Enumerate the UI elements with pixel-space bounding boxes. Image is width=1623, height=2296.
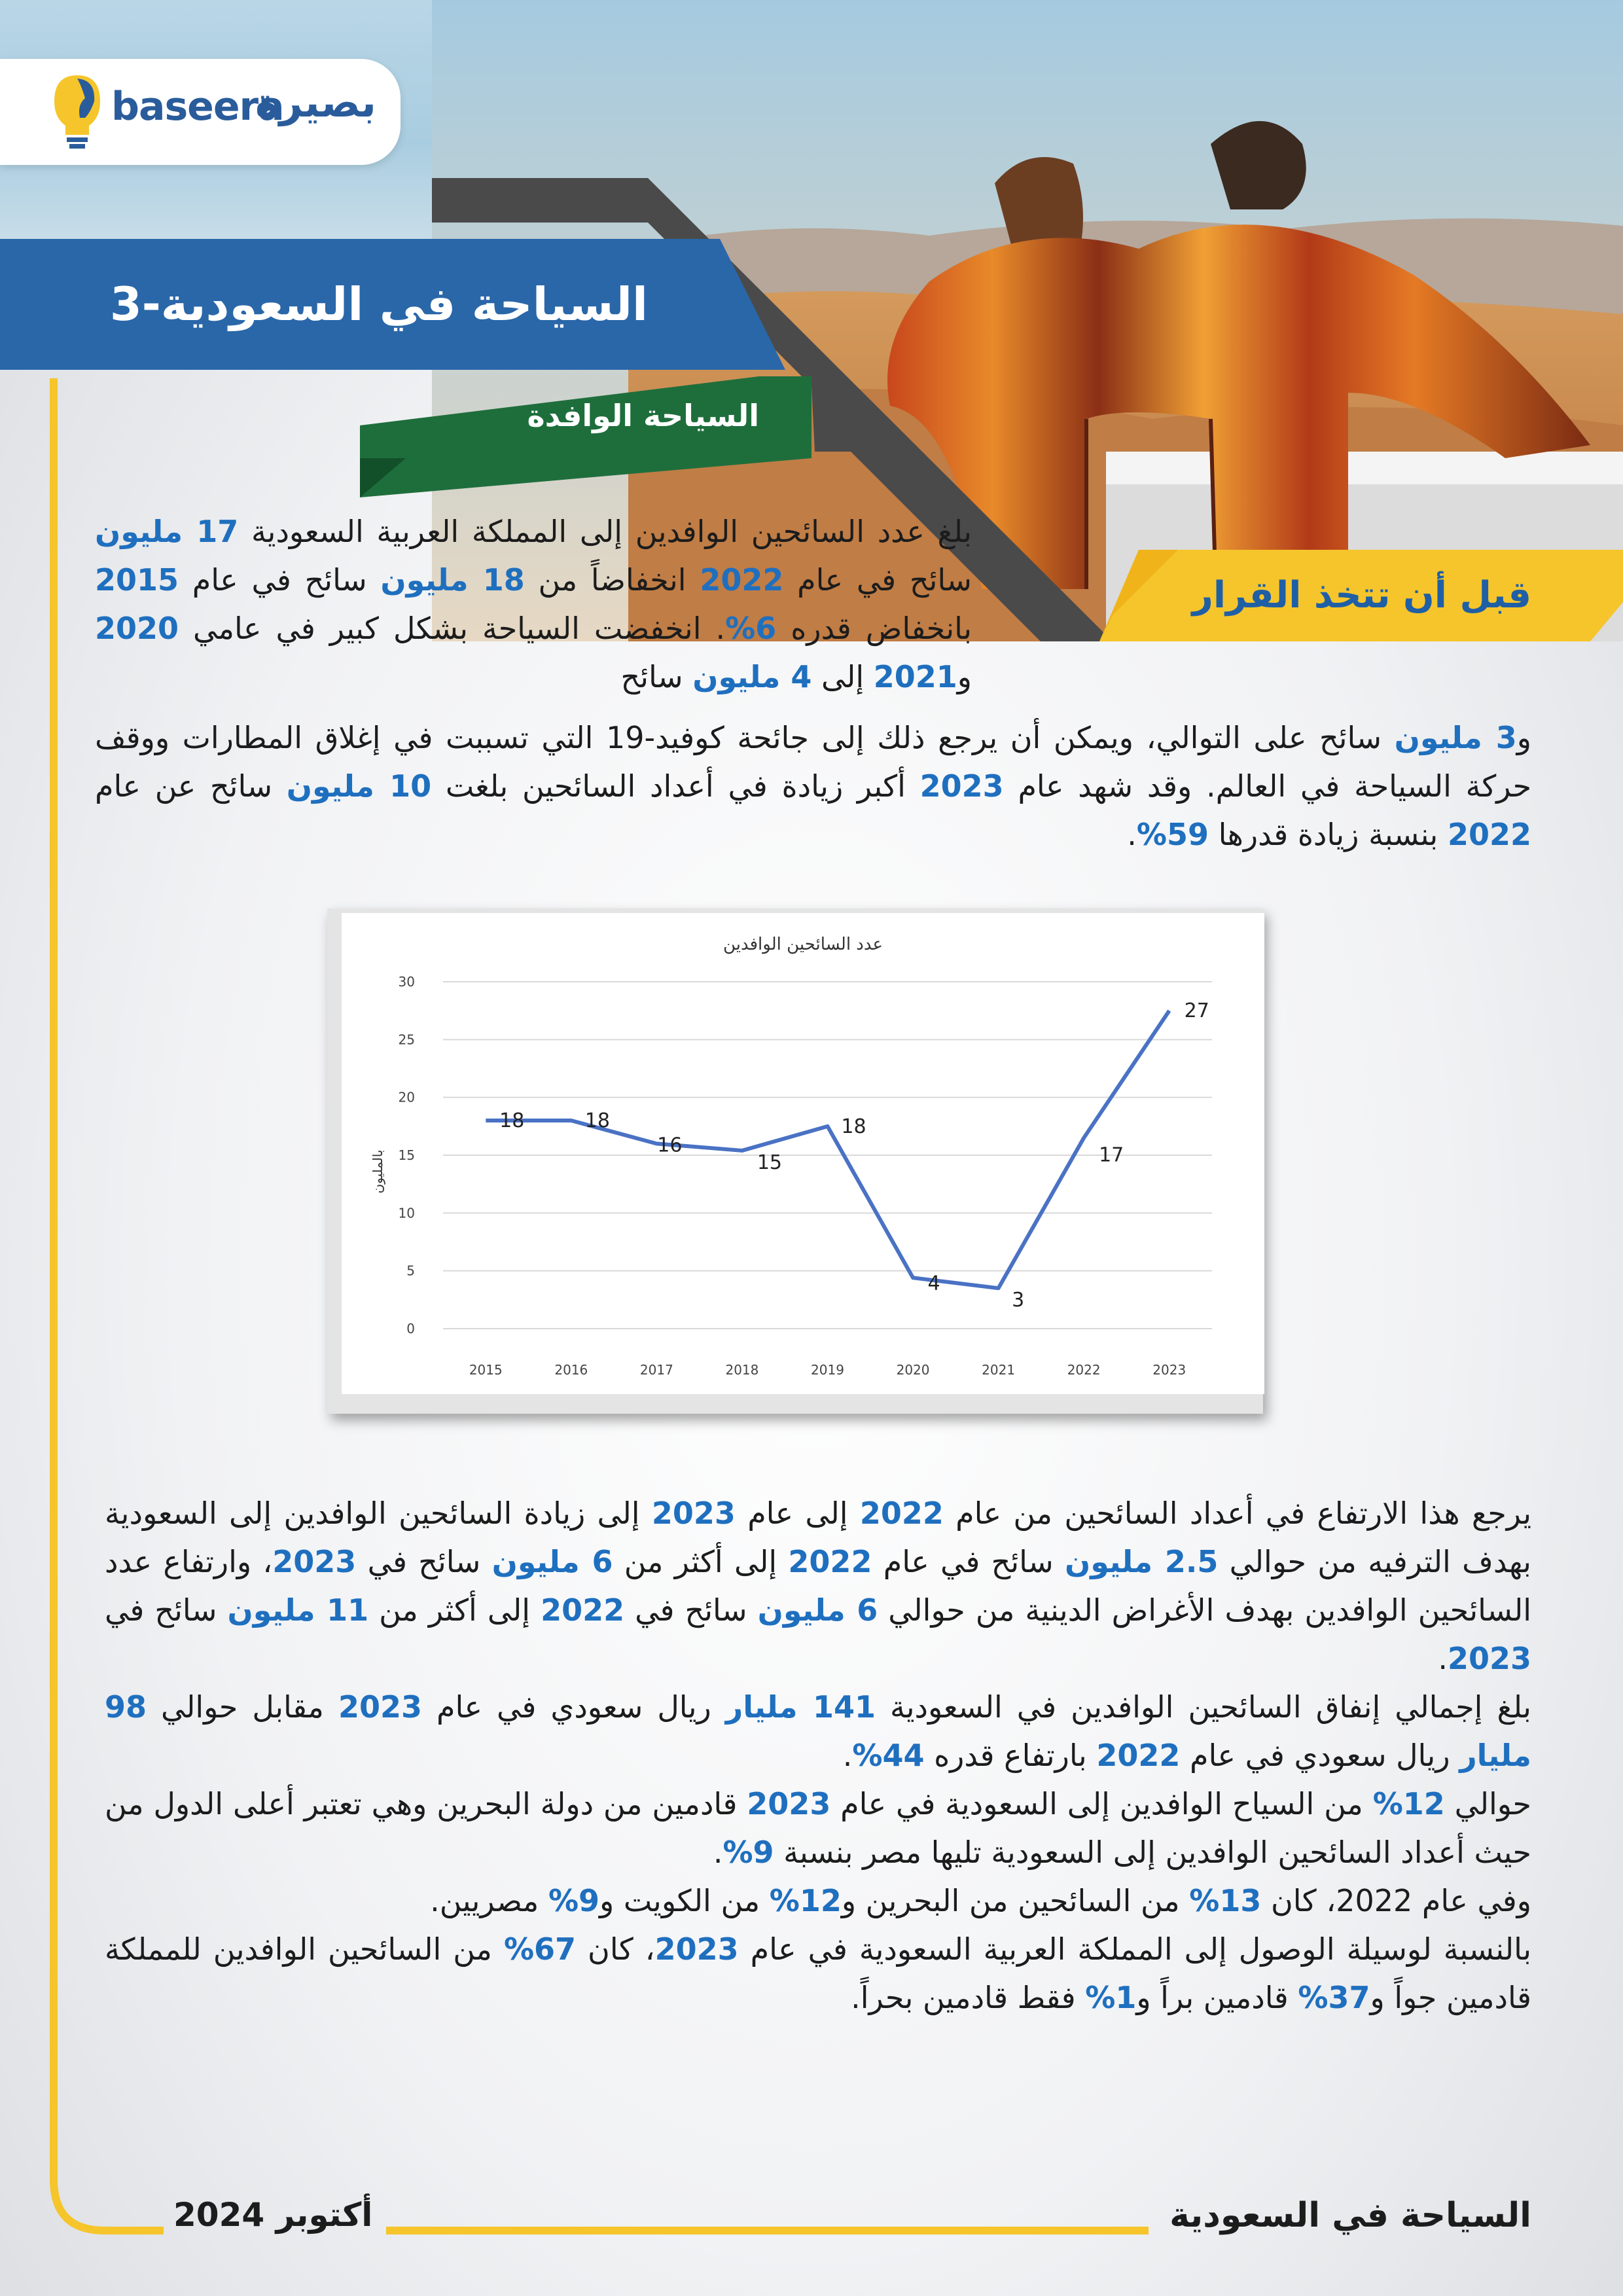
highlighted-value: 13% xyxy=(1189,1883,1262,1918)
x-tick-label: 2016 xyxy=(554,1362,588,1378)
paragraph-text: ريال سعودي في عام xyxy=(1180,1738,1460,1773)
paragraph-text: ريال سعودي في عام xyxy=(422,1689,726,1725)
paragraph-text: و xyxy=(1516,720,1532,755)
highlighted-value: 10 مليون xyxy=(286,768,432,804)
highlighted-value: 6% xyxy=(725,611,777,646)
highlighted-value: 98 مليار xyxy=(105,1689,1531,1773)
intro-paragraph-continued xyxy=(95,713,1531,859)
highlighted-value: 2023 xyxy=(651,1496,736,1531)
paragraph-text: سائح في xyxy=(624,1592,758,1628)
intro-paragraph xyxy=(95,507,972,701)
paragraph-text: فقط قادمين بحراً. xyxy=(851,1980,1086,2015)
body-paragraph xyxy=(105,1683,1531,1780)
paragraph-text: . xyxy=(1127,817,1137,852)
highlighted-value: 2022 xyxy=(541,1592,625,1628)
highlighted-value: 2023 xyxy=(654,1931,739,1967)
paragraph-text: من السائحين الوافدين للمملكة قادمين جواً و xyxy=(105,1931,1531,2015)
highlighted-value: 2.5 مليون xyxy=(1065,1544,1219,1579)
paragraph-text: سائح على التوالي، ويمكن أن يرجع ذلك إلى جائحة كوفيد-19 التي تسببت في إغلاق المطارات ووقف حركة السياحة في العالم. وقد شهد عام xyxy=(95,720,1532,804)
highlighted-value: 4 مليون xyxy=(692,659,812,694)
paragraph-text: يرجع هذا الارتفاع في أعداد السائحين من عام xyxy=(943,1496,1531,1531)
paragraph-text: سائح في xyxy=(356,1544,492,1579)
paragraph-text: إلى عام xyxy=(735,1496,860,1531)
highlighted-value: 2022 xyxy=(788,1544,872,1579)
paragraph-text: بانخفاض قدره xyxy=(776,611,972,646)
highlighted-value: 2023 xyxy=(272,1544,357,1579)
paragraph-text: . xyxy=(842,1738,853,1773)
x-tick-label: 2020 xyxy=(896,1362,930,1378)
paragraph-text: سائح xyxy=(620,659,693,694)
highlighted-value: 37% xyxy=(1298,1980,1370,2015)
chart-y-axis-label: بالمليون xyxy=(370,1149,385,1194)
highlighted-value: 17 مليون xyxy=(95,514,239,549)
y-tick-label: 0 xyxy=(406,1321,415,1336)
data-label: 16 xyxy=(657,1134,683,1157)
paragraph-text: مقابل حوالي xyxy=(147,1689,338,1725)
paragraph-text: سائح عن عام xyxy=(95,768,287,804)
body-paragraph xyxy=(105,1925,1531,2022)
paragraph-text: وفي عام 2022، كان xyxy=(1261,1883,1531,1918)
data-label: 15 xyxy=(757,1151,783,1174)
highlighted-value: 9% xyxy=(722,1835,774,1870)
section-subtitle: السياحة الوافدة xyxy=(527,398,759,433)
paragraph-text: قادمين براً و xyxy=(1136,1980,1298,2015)
body-paragraphs xyxy=(105,1489,1531,2022)
highlighted-value: 2021 xyxy=(873,659,957,694)
x-tick-label: 2023 xyxy=(1152,1362,1186,1378)
logo-text-en: baseera xyxy=(111,84,284,130)
data-label: 3 xyxy=(1012,1289,1025,1312)
highlighted-value: 2022 xyxy=(1096,1738,1181,1773)
highlighted-value: 44% xyxy=(852,1738,925,1773)
page-title: 3-السياحة في السعودية xyxy=(110,278,648,331)
y-tick-label: 5 xyxy=(406,1263,415,1279)
x-tick-label: 2019 xyxy=(811,1362,844,1378)
paragraph-text: . xyxy=(713,1835,723,1870)
paragraph-text: بلغ إجمالي إنفاق السائحين الوافدين في السعودية xyxy=(876,1689,1531,1725)
chart-title: عدد السائحين الوافدين xyxy=(722,935,883,954)
highlighted-value: 6 مليون xyxy=(757,1592,878,1628)
paragraph-text: سائح في xyxy=(105,1592,228,1628)
chart-grid xyxy=(443,982,1212,1329)
paragraph-text: حوالي xyxy=(1444,1786,1531,1821)
chart-series-line xyxy=(486,1011,1169,1288)
paragraph-text: من الكويت و xyxy=(599,1883,770,1918)
y-tick-label: 20 xyxy=(398,1089,415,1105)
paragraph-text: . انخفضت السياحة بشكل كبير في عامي xyxy=(179,611,726,646)
paragraph-text: سائح في عام xyxy=(783,562,972,598)
highlighted-value: 67% xyxy=(503,1931,577,1967)
highlighted-value: 2022 xyxy=(700,562,784,598)
highlighted-value: 2022 xyxy=(859,1496,944,1531)
paragraph-text: و xyxy=(957,659,972,694)
paragraph-text: بنسبة زيادة قدرها xyxy=(1208,817,1448,852)
data-label: 4 xyxy=(927,1272,940,1295)
paragraph-text: أكبر زيادة في أعداد السائحين بلغت xyxy=(431,768,920,804)
x-tick-label: 2015 xyxy=(469,1362,503,1378)
body-paragraph xyxy=(105,1489,1531,1683)
y-tick-label: 15 xyxy=(398,1147,415,1163)
paragraph-text: إلى زيادة السائحين الوافدين إلى السعودية بهدف الترفيه من حوالي xyxy=(105,1496,1531,1579)
highlighted-value: 6 مليون xyxy=(491,1544,613,1579)
paragraph-text: سائح في عام xyxy=(179,562,381,598)
paragraph-text: بلغ عدد السائحين الوافدين إلى المملكة العربية السعودية xyxy=(238,514,972,549)
x-tick-label: 2018 xyxy=(725,1362,759,1378)
paragraph-text: مصريين. xyxy=(430,1883,548,1918)
highlighted-value: 18 مليون xyxy=(380,562,525,598)
y-tick-label: 25 xyxy=(398,1031,415,1048)
data-label: 18 xyxy=(841,1115,866,1138)
paragraph-text: إلى أكثر من xyxy=(368,1592,541,1628)
highlighted-value: 2023 xyxy=(338,1689,422,1725)
paragraph-text: من السائحين من البحرين و xyxy=(841,1883,1190,1918)
highlighted-value: 12% xyxy=(1372,1786,1445,1821)
logo-text-ar: بصيرة xyxy=(255,79,376,126)
paragraph-text: إلى xyxy=(812,659,874,694)
paragraph-text: ، وارتفاع عدد السائحين الوافدين بهدف الأغراض الدينية من حوالي xyxy=(105,1544,1531,1628)
paragraph-text: . xyxy=(1438,1641,1448,1676)
highlighted-value: 141 مليار xyxy=(725,1689,876,1725)
y-tick-label: 30 xyxy=(398,974,415,990)
data-label: 17 xyxy=(1099,1143,1124,1167)
paragraph-text: من السياح الوافدين إلى السعودية في عام xyxy=(830,1786,1373,1821)
paragraph-text: سائح في عام xyxy=(872,1544,1065,1579)
chart-x-ticks xyxy=(469,1362,1186,1378)
highlighted-value: 12% xyxy=(769,1883,842,1918)
lightbulb-head-icon xyxy=(51,72,103,151)
paragraph-text: قادمين من دولة البحرين وهي تعتبر أعلى الدول من حيث أعداد السائحين الوافدين إلى السعودية تليها مصر بنسبة xyxy=(105,1786,1531,1870)
data-label: 18 xyxy=(584,1109,610,1132)
x-tick-label: 2021 xyxy=(982,1362,1016,1378)
highlighted-value: 11 مليون xyxy=(227,1592,369,1628)
data-label: 18 xyxy=(499,1109,525,1132)
paragraph-text: بارتفاع قدره xyxy=(924,1738,1097,1773)
y-tick-label: 10 xyxy=(398,1205,415,1221)
paragraph-text: ، كان xyxy=(576,1931,655,1967)
highlighted-value: 2020 xyxy=(95,611,179,646)
body-paragraph xyxy=(105,1780,1531,1876)
highlighted-value: 3 مليون xyxy=(1394,720,1517,755)
highlighted-value: 2023 xyxy=(919,768,1004,804)
title-band-tip xyxy=(681,239,785,370)
paragraph-text: بالنسبة لوسيلة الوصول إلى المملكة العربية السعودية في عام xyxy=(738,1931,1532,1967)
highlighted-value: 9% xyxy=(548,1883,600,1918)
x-tick-label: 2017 xyxy=(639,1362,673,1378)
footer-date: أكتوبر 2024 xyxy=(173,2196,373,2234)
paragraph-text: انخفاضاً من xyxy=(524,562,700,598)
body-paragraph xyxy=(105,1876,1531,1925)
tagline: قبل أن تتخذ القرار xyxy=(1192,574,1531,617)
footer-section-title: السياحة في السعودية xyxy=(1169,2196,1531,2235)
chart-y-ticks xyxy=(399,974,415,1336)
tourists-line-chart xyxy=(342,913,1264,1394)
highlighted-value: 2015 xyxy=(95,562,179,598)
paragraph-text: إلى أكثر من xyxy=(613,1544,789,1579)
highlighted-value: 2023 xyxy=(1447,1641,1531,1676)
highlighted-value: 2023 xyxy=(747,1786,831,1821)
x-tick-label: 2022 xyxy=(1067,1362,1101,1378)
highlighted-value: 1% xyxy=(1085,1980,1137,2015)
highlighted-value: 2022 xyxy=(1447,817,1531,852)
data-label: 27 xyxy=(1184,999,1209,1023)
highlighted-value: 59% xyxy=(1136,817,1209,852)
